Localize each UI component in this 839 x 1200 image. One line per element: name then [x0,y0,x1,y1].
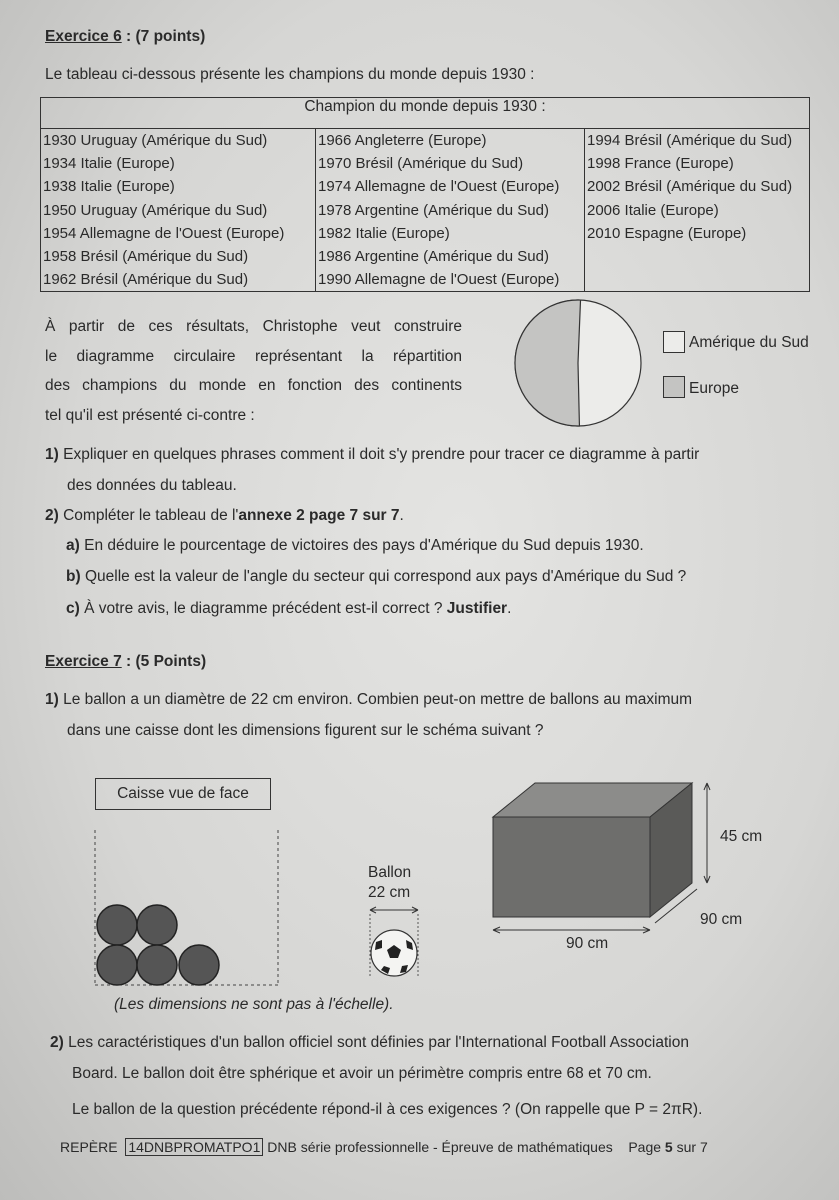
table-cell: 1982 Italie (Europe) [318,224,450,242]
paragraph-line: le diagramme circulaire représentant la répartition [45,347,462,365]
exercise-6-heading [45,28,205,46]
table-cell: 1998 France (Europe) [587,155,734,173]
champions-table [40,97,810,292]
pie-slice-europe [515,300,581,426]
table-cell: 1970 Brésil (Amérique du Sud) [318,155,524,173]
ball-icon [137,945,177,985]
table-cell: 1978 Argentine (Amérique du Sud) [318,201,549,219]
question-2c [66,600,511,618]
table-cell: 1930 Uruguay (Amérique du Sud) [43,132,268,149]
question-text: Compléter le tableau de l' [63,507,239,524]
table-cell: 1994 Brésil (Amérique du Sud) [587,132,793,149]
table-column-3 [585,129,810,292]
exercise-6-title: Exercice 6 [45,28,122,45]
soccer-ball-icon [371,930,417,976]
exercise-7-heading [45,653,206,671]
sub-bold: Justifier [446,600,508,617]
question-1-continued: des données du tableau. [67,477,237,494]
question-number: 1) [45,446,59,463]
table-header: Champion du monde depuis 1930 : [41,98,810,129]
legend-swatch-amerique [663,331,685,353]
exercise-7-title: Exercice 7 [45,653,122,670]
exercise-6-points: : (7 points) [121,28,206,45]
depth-label: 90 cm [700,911,743,928]
footer [60,1139,708,1155]
sub-label: c) [66,600,80,617]
ex7-question-2-line-2: Board. Le ballon doit être sphérique et avoir un périmètre compris entre 68 et 70 cm. [72,1065,652,1082]
table-cell: 2006 Italie (Europe) [587,201,719,219]
ball-icon [179,945,219,985]
table-cell: 1974 Allemagne de l'Ouest (Europe) [318,178,560,196]
question-2b [66,568,686,586]
exercise-7-points: : (5 Points) [121,653,207,670]
table-cell: 2010 Espagne (Europe) [587,224,747,242]
annex-reference: annexe 2 page 7 sur 7 [238,507,400,524]
question-text: Les caractéristiques d'un ballon officiel sont définies par l'International Football Association [68,1034,689,1051]
footer-description: DNB série professionnelle - Épreuve de mathématiques [267,1139,613,1155]
table-cell: 1934 Italie (Europe) [43,155,175,173]
table-cell: 1990 Allemagne de l'Ouest (Europe) [318,271,560,289]
question-number: 1) [45,691,59,708]
table-cell: 1958 Brésil (Amérique du Sud) [43,247,249,265]
table-column-2 [316,129,585,292]
ex7-question-2-line-3: Le ballon de la question précédente répond-il à ces exigences ? (On rappelle que P = 2πR). [72,1101,703,1118]
ball-icon [137,905,177,945]
legend-swatch-europe [663,376,685,398]
box-front [493,817,650,917]
table-cell: 1938 Italie (Europe) [43,178,175,196]
question-1 [45,446,699,464]
question-text: Expliquer en quelques phrases comment il doit s'y prendre pour tracer ce diagramme à partir [63,446,700,463]
legend-label-amerique: Amérique du Sud [689,334,809,351]
question-text: Le ballon a un diamètre de 22 cm environ. Combien peut-on mettre de ballons au maximum [63,691,693,708]
sub-text: À votre avis, le diagramme précédent est-il correct ? [84,600,447,617]
question-2 [45,507,404,525]
page-prefix: Page [628,1139,665,1155]
punctuation: . [399,507,404,524]
caisse-label: Caisse vue de face [95,778,271,810]
caisse-3d-figure [485,775,735,960]
pie-intro-paragraph [45,312,462,430]
scale-caption: (Les dimensions ne sont pas à l'échelle). [114,996,394,1013]
pie-chart [510,295,650,435]
paragraph-line: tel qu'il est présenté ci-contre : [45,406,255,424]
ex7-question-2 [50,1034,689,1052]
table-column-1 [41,129,316,292]
sub-label: a) [66,537,80,554]
table-cell: 1950 Uruguay (Amérique du Sud) [43,201,268,219]
footer-repere: REPÈRE [60,1139,118,1155]
footer-code: 14DNBPROMATPO1 [125,1138,263,1156]
ex7-question-1 [45,691,692,709]
legend-label-europe: Europe [689,380,739,397]
ballon-label: Ballon [368,864,412,881]
width-label: 90 cm [566,935,609,952]
punctuation: . [507,600,512,617]
paragraph-line: À partir de ces résultats, Christophe veut construire [45,318,462,335]
ballon-size: 22 cm [368,884,411,901]
question-number: 2) [45,507,59,524]
sub-text: En déduire le pourcentage de victoires des pays d'Amérique du Sud depuis 1930. [84,537,644,554]
ball-icon [97,905,137,945]
table-cell: 2002 Brésil (Amérique du Sud) [587,178,793,196]
paragraph-line: des champions du monde en fonction des continents [45,377,462,394]
caisse-front-view [85,825,295,995]
table-cell: 1966 Angleterre (Europe) [318,132,487,149]
ball-icon [97,945,137,985]
ex7-question-1-continued: dans une caisse dont les dimensions figurent sur le schéma suivant ? [67,722,544,739]
sub-text: Quelle est la valeur de l'angle du secteur qui correspond aux pays d'Amérique du Sud ? [84,568,687,585]
sub-label: b) [66,568,81,585]
page-current: 5 [664,1139,673,1155]
question-number: 2) [50,1034,64,1051]
table-cell: 1962 Brésil (Amérique du Sud) [43,271,249,289]
soccer-ball-figure [362,900,426,985]
height-label: 45 cm [720,828,763,845]
table-cell: 1986 Argentine (Amérique du Sud) [318,247,549,265]
page-number [628,1139,707,1155]
table-cell: 1954 Allemagne de l'Ouest (Europe) [43,224,285,242]
exercise-6-intro: Le tableau ci-dessous présente les champions du monde depuis 1930 : [45,66,535,83]
question-2a [66,537,644,555]
page-total: sur 7 [672,1139,708,1155]
